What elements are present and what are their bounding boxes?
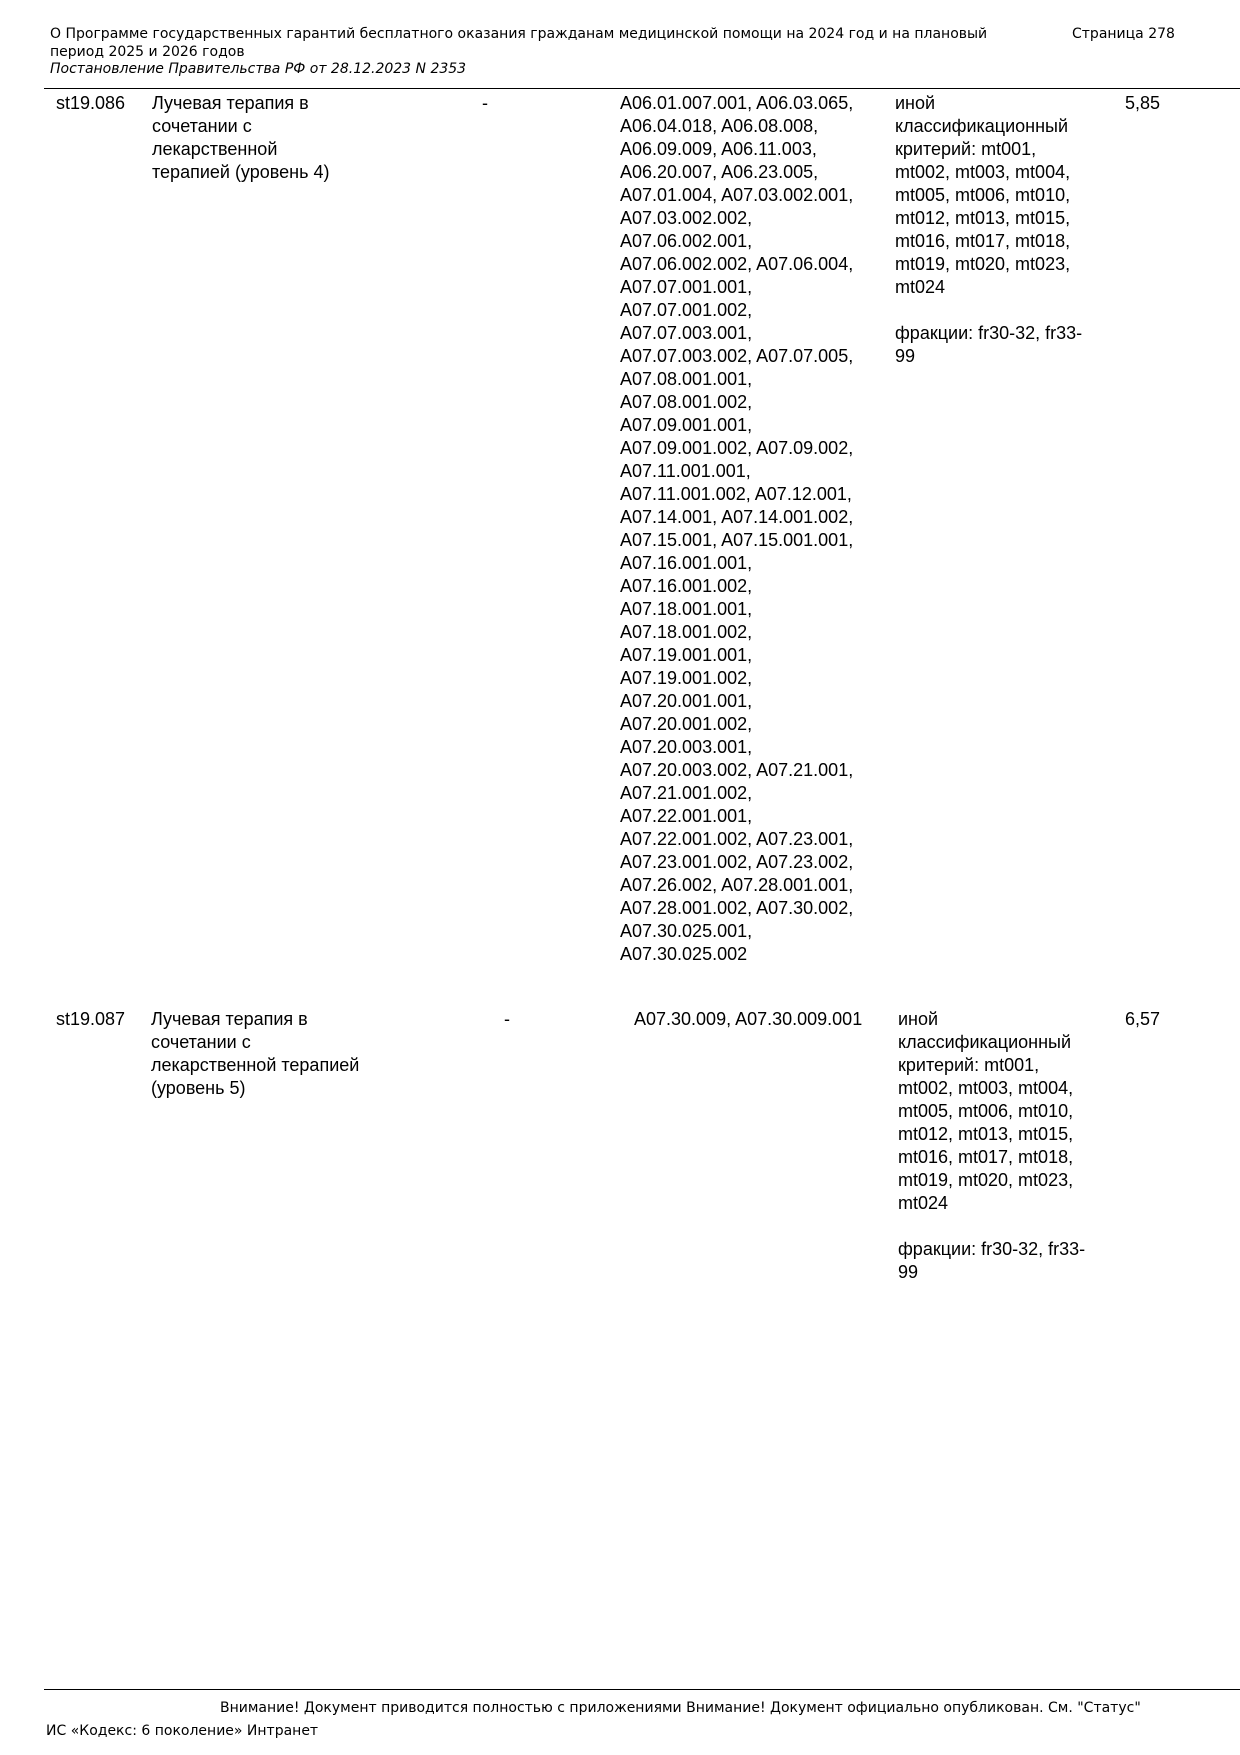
footer-divider	[44, 1689, 1240, 1690]
document-title: О Программе государственных гарантий бесплатного оказания гражданам медицинской помощи на 2024 год и на плановый период 2025 и 2026 годов	[50, 26, 988, 60]
row-name: Лучевая терапия в сочетании с лекарственной терапией (уровень 4)	[152, 93, 330, 182]
row-coefficient: 6,57	[1125, 1009, 1161, 1029]
row-dash: -	[504, 1009, 510, 1029]
row-code: st19.086	[56, 93, 126, 113]
row-criterion: иной классификационный критерий: mt001, mt002, mt003, mt004, mt005, mt006, mt010, mt012, mt013, mt015, mt016, mt017, mt018, mt019, mt020, mt023, mt024 фракции: fr30-32, fr33- 99	[898, 1009, 1086, 1282]
row-service-codes: A07.30.009, A07.30.009.001	[634, 1009, 863, 1029]
decree-reference: Постановление Правительства РФ от 28.12.2023 N 2353	[50, 61, 467, 77]
row-name: Лучевая терапия в сочетании с лекарственной терапией (уровень 5)	[151, 1009, 360, 1098]
row-service-codes: A06.01.007.001, A06.03.065, A06.04.018, A06.08.008, A06.09.009, A06.11.003, A06.20.007, A06.23.005, A07.01.004, A07.03.002.001, A07.03.002.002, A07.06.002.001, A07.06.002.002, A07.06.004, A07.07.001.001, A07.07.001.002, A07.07.003.001, A07.07.003.002, A07.07.005, A07.08.001.001, A07.08.001.002, A07.09.001.001, A07.09.001.002, A07.09.002, A07.11.001.001, A07.11.001.002, A07.12.001, A07.14.001, A07.14.001.002, A07.15.001, A07.15.001.001, A07.16.001.001, A07.16.001.002, A07.18.001.001, A07.18.001.002, A07.19.001.001, A07.19.001.002, A07.20.001.001, A07.20.001.002, A07.20.003.001, A07.20.003.002, A07.21.001, A07.21.001.002, A07.22.001.001, A07.22.001.002, A07.23.001, A07.23.001.002, A07.23.002, A07.26.002, A07.28.001.001, A07.28.001.002, A07.30.002, A07.30.025.001, A07.30.025.002	[620, 93, 854, 964]
row-coefficient: 5,85	[1125, 93, 1161, 113]
footer-system: ИС «Кодекс: 6 поколение» Интранет	[46, 1723, 319, 1739]
page-number: Страница 278	[1072, 26, 1175, 42]
footer-notice: Внимание! Документ приводится полностью с приложениями Внимание! Документ официально опубликован. См. "Статус"	[220, 1700, 1141, 1716]
header-divider	[44, 88, 1240, 89]
row-code: st19.087	[56, 1009, 126, 1029]
row-criterion: иной классификационный критерий: mt001, mt002, mt003, mt004, mt005, mt006, mt010, mt012, mt013, mt015, mt016, mt017, mt018, mt019, mt020, mt023, mt024 фракции: fr30-32, fr33- 99	[895, 93, 1083, 366]
row-dash: -	[482, 93, 488, 113]
